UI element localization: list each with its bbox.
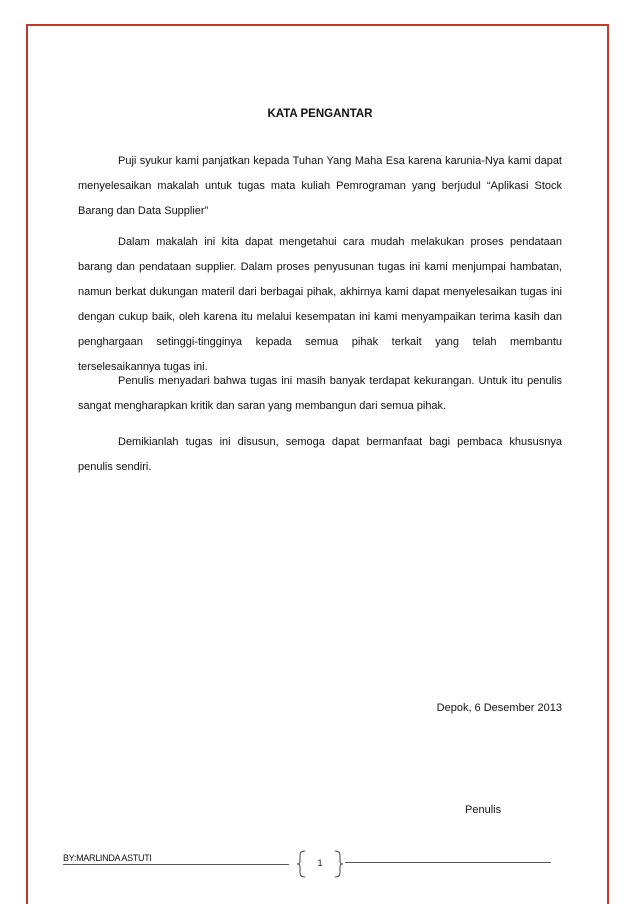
paragraph-2-text: Dalam makalah ini kita dapat mengetahui cara mudah melakukan proses pendataan barang dan pendataan supplier. Dalam proses penyusunan tugas ini kami menjumpai hambatan, namun berkat dukungan materil dari berbagai pihak, akhirnya kami dapat menyelesaikan tugas ini dengan cukup baik, oleh karena itu melalui kesempatan ini kami menyampaikan terima kasih dan penghargaan setinggi-tingginya kepada semua pihak terkait yang telah membantu terselesaikannya tugas ini. xyxy=(78,236,562,373)
paragraph-4 xyxy=(78,430,562,480)
paragraph-2 xyxy=(78,230,562,380)
page-number-box xyxy=(297,850,343,878)
paragraph-1-text: Puji syukur kami panjatkan kepada Tuhan Yang Maha Esa karena karunia-Nya kami dapat menyelesaikan makalah untuk tugas mata kuliah Pemrograman yang berjudul “Aplikasi Stock Barang dan Data Supplier” xyxy=(78,155,562,217)
paragraph-3 xyxy=(78,369,562,419)
page-number: 1 xyxy=(317,858,323,868)
footer-author: BY:MARLINDA ASTUTI xyxy=(63,853,152,863)
paragraph-3-text: Penulis menyadari bahwa tugas ini masih banyak terdapat kekurangan. Untuk itu penulis sangat mengharapkan kritik dan saran yang membangun dari semua pihak. xyxy=(78,375,562,412)
place-date: Depok, 6 Desember 2013 xyxy=(436,702,562,714)
document-title: KATA PENGANTAR xyxy=(267,108,373,120)
paragraph-4-text: Demikianlah tugas ini disusun, semoga dapat bermanfaat bagi pembaca khususnya penulis sendiri. xyxy=(78,436,562,473)
footer-rule-left xyxy=(63,864,289,865)
footer-rule-right xyxy=(345,862,551,863)
signature-label: Penulis xyxy=(465,804,502,816)
paragraph-1 xyxy=(78,149,562,224)
